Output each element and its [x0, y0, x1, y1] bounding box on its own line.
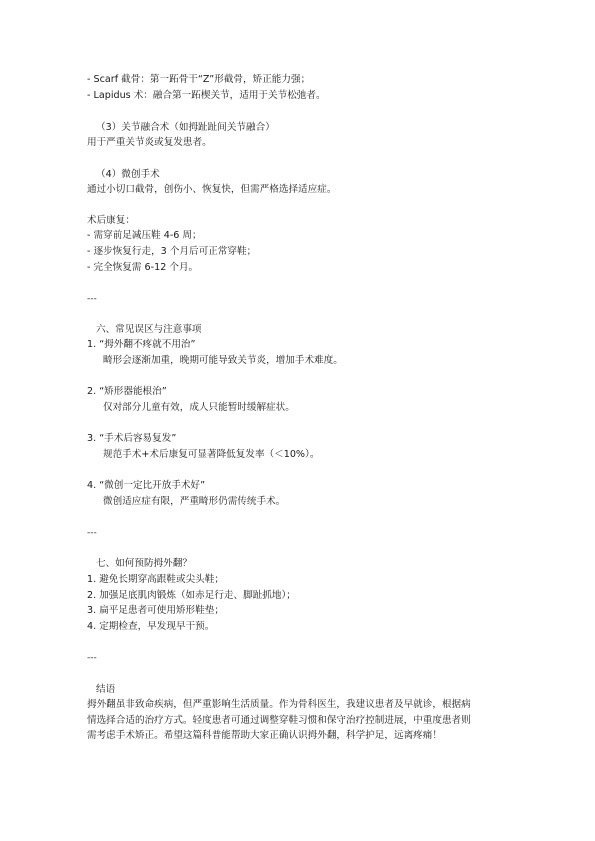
misconceptions-heading: 六、常见误区与注意事项: [96, 324, 202, 335]
prevention-item: 4. 定期检查，早发现早干预。: [87, 621, 215, 632]
conclusion-line: 需考虑手术矫正。希望这篇科普能帮助大家正确认识拇外翻，科学护足，远离疼痛！: [87, 730, 442, 741]
method-lapidus: - Lapidus 术：融合第一跖楔关节，适用于关节松弛者。: [87, 90, 326, 101]
minimally-invasive-text: 通过小切口截骨，创伤小、恢复快，但需严格选择适应症。: [87, 184, 337, 195]
rehab-heading: 术后康复：: [87, 215, 135, 226]
separator: ---: [87, 653, 97, 663]
misconception-detail: 规范手术+术后康复可显著降低复发率（＜10%）。: [103, 449, 320, 460]
conclusion-heading: 结语: [96, 684, 116, 695]
rehab-item: - 完全恢复需 6-12 个月。: [87, 262, 199, 273]
prevention-item: 3. 扁平足患者可使用矫形鞋垫；: [87, 605, 224, 616]
rehab-item: - 需穿前足减压鞋 4-6 周；: [87, 230, 202, 241]
misconception-title: 3. “手术后容易复发”: [87, 433, 177, 444]
misconception-detail: 仅对部分儿童有效，成人只能暂时缓解症状。: [103, 402, 295, 413]
prevention-heading: 七、如何预防拇外翻？: [96, 558, 192, 569]
separator: ---: [87, 294, 97, 304]
misconception-title: 4. “微创一定比开放手术好”: [87, 480, 206, 491]
separator: ---: [87, 528, 97, 538]
prevention-item: 1. 避免长期穿高跟鞋或尖头鞋；: [87, 574, 224, 585]
misconception-detail: 畸形会逐渐加重，晚期可能导致关节炎，增加手术难度。: [103, 355, 343, 366]
conclusion-line: 拇外翻虽非致命疾病，但严重影响生活质量。作为骨科医生，我建议患者及早就诊，根据病: [87, 699, 471, 710]
joint-fusion-heading: （3）关节融合术（如拇趾趾间关节融合）: [96, 122, 275, 133]
minimally-invasive-heading: （4）微创手术: [96, 169, 160, 180]
rehab-item: - 逐步恢复行走，3 个月后可正常穿鞋；: [87, 246, 257, 257]
prevention-item: 2. 加强足底肌肉锻炼（如赤足行走、脚趾抓地）；: [87, 590, 296, 601]
misconception-title: 1. “拇外翻不疼就不用治”: [87, 339, 196, 350]
joint-fusion-text: 用于严重关节炎或复发患者。: [87, 137, 212, 148]
conclusion-line: 情选择合适的治疗方式。轻度患者可通过调整穿鞋习惯和保守治疗控制进展，中重度患者则: [87, 715, 471, 726]
method-scarf: - Scarf 截骨：第一跖骨干“Z”形截骨，矫正能力强；: [87, 74, 311, 85]
misconception-title: 2. “矫形器能根治”: [87, 386, 167, 397]
misconception-detail: 微创适应症有限，严重畸形仍需传统手术。: [103, 496, 286, 507]
